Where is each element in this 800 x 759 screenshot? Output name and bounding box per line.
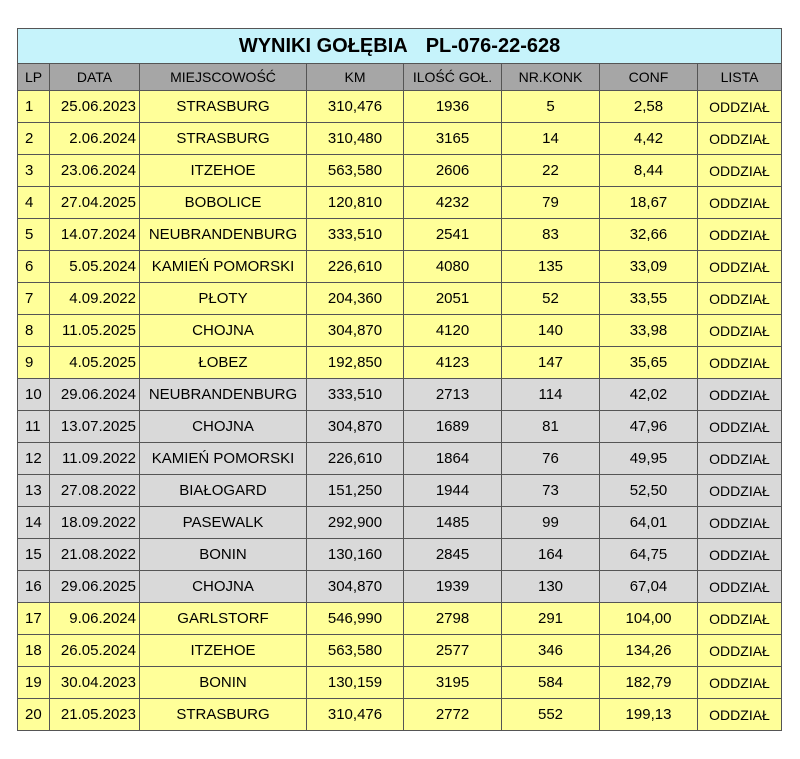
table-row	[18, 699, 782, 731]
table-row	[18, 411, 782, 443]
cell-km: 130,160	[307, 539, 404, 571]
table-row	[18, 347, 782, 379]
cell-pigeon-count: 3195	[404, 667, 502, 699]
cell-km: 120,810	[307, 187, 404, 219]
cell-location: BONIN	[140, 667, 307, 699]
cell-km: 304,870	[307, 315, 404, 347]
cell-list: ODDZIAŁ	[698, 155, 782, 187]
cell-km: 226,610	[307, 443, 404, 475]
cell-location: BONIN	[140, 539, 307, 571]
cell-pigeon-count: 1944	[404, 475, 502, 507]
cell-placement: 5	[502, 91, 600, 123]
cell-conf: 42,02	[600, 379, 698, 411]
cell-date: 29.06.2025	[50, 571, 140, 603]
cell-conf: 8,44	[600, 155, 698, 187]
cell-date: 30.04.2023	[50, 667, 140, 699]
cell-lp: 15	[18, 539, 50, 571]
cell-date: 27.04.2025	[50, 187, 140, 219]
cell-pigeon-count: 2713	[404, 379, 502, 411]
cell-placement: 14	[502, 123, 600, 155]
cell-list: ODDZIAŁ	[698, 699, 782, 731]
table-row	[18, 603, 782, 635]
cell-lp: 9	[18, 347, 50, 379]
cell-lp: 11	[18, 411, 50, 443]
cell-date: 29.06.2024	[50, 379, 140, 411]
cell-conf: 4,42	[600, 123, 698, 155]
column-header-lista: LISTA	[698, 64, 782, 91]
cell-conf: 33,98	[600, 315, 698, 347]
cell-lp: 6	[18, 251, 50, 283]
cell-km: 130,159	[307, 667, 404, 699]
cell-km: 310,476	[307, 699, 404, 731]
cell-conf: 32,66	[600, 219, 698, 251]
table-row	[18, 443, 782, 475]
table-row	[18, 187, 782, 219]
cell-pigeon-count: 1939	[404, 571, 502, 603]
cell-km: 226,610	[307, 251, 404, 283]
cell-lp: 8	[18, 315, 50, 347]
cell-date: 27.08.2022	[50, 475, 140, 507]
cell-list: ODDZIAŁ	[698, 251, 782, 283]
table-row	[18, 379, 782, 411]
cell-location: PŁOTY	[140, 283, 307, 315]
cell-list: ODDZIAŁ	[698, 283, 782, 315]
cell-location: BOBOLICE	[140, 187, 307, 219]
cell-km: 204,360	[307, 283, 404, 315]
cell-km: 563,580	[307, 155, 404, 187]
title-ring-number: PL-076-22-628	[425, 34, 561, 57]
cell-km: 292,900	[307, 507, 404, 539]
cell-list: ODDZIAŁ	[698, 411, 782, 443]
cell-pigeon-count: 4123	[404, 347, 502, 379]
cell-conf: 182,79	[600, 667, 698, 699]
cell-placement: 291	[502, 603, 600, 635]
cell-conf: 104,00	[600, 603, 698, 635]
cell-placement: 81	[502, 411, 600, 443]
cell-placement: 73	[502, 475, 600, 507]
cell-location: KAMIEŃ POMORSKI	[140, 251, 307, 283]
table-row	[18, 315, 782, 347]
cell-placement: 584	[502, 667, 600, 699]
cell-lp: 20	[18, 699, 50, 731]
cell-date: 9.06.2024	[50, 603, 140, 635]
cell-date: 18.09.2022	[50, 507, 140, 539]
cell-pigeon-count: 2845	[404, 539, 502, 571]
cell-km: 151,250	[307, 475, 404, 507]
cell-list: ODDZIAŁ	[698, 667, 782, 699]
cell-date: 2.06.2024	[50, 123, 140, 155]
cell-pigeon-count: 2772	[404, 699, 502, 731]
cell-list: ODDZIAŁ	[698, 571, 782, 603]
cell-pigeon-count: 2577	[404, 635, 502, 667]
cell-date: 5.05.2024	[50, 251, 140, 283]
cell-lp: 16	[18, 571, 50, 603]
cell-conf: 67,04	[600, 571, 698, 603]
cell-list: ODDZIAŁ	[698, 443, 782, 475]
cell-km: 546,990	[307, 603, 404, 635]
cell-date: 4.09.2022	[50, 283, 140, 315]
cell-km: 192,850	[307, 347, 404, 379]
cell-lp: 5	[18, 219, 50, 251]
table-row	[18, 635, 782, 667]
cell-list: ODDZIAŁ	[698, 507, 782, 539]
cell-placement: 83	[502, 219, 600, 251]
cell-location: STRASBURG	[140, 699, 307, 731]
cell-location: ITZEHOE	[140, 155, 307, 187]
cell-location: CHOJNA	[140, 571, 307, 603]
cell-list: ODDZIAŁ	[698, 315, 782, 347]
cell-date: 23.06.2024	[50, 155, 140, 187]
table-row	[18, 539, 782, 571]
cell-pigeon-count: 4232	[404, 187, 502, 219]
cell-pigeon-count: 3165	[404, 123, 502, 155]
cell-placement: 135	[502, 251, 600, 283]
cell-date: 26.05.2024	[50, 635, 140, 667]
cell-location: GARLSTORF	[140, 603, 307, 635]
cell-placement: 130	[502, 571, 600, 603]
cell-placement: 76	[502, 443, 600, 475]
cell-date: 25.06.2023	[50, 91, 140, 123]
cell-pigeon-count: 2541	[404, 219, 502, 251]
cell-km: 333,510	[307, 219, 404, 251]
cell-lp: 19	[18, 667, 50, 699]
cell-date: 21.08.2022	[50, 539, 140, 571]
column-header-data: DATA	[50, 64, 140, 91]
cell-km: 563,580	[307, 635, 404, 667]
table-row	[18, 667, 782, 699]
table-row	[18, 251, 782, 283]
column-header-row	[18, 64, 782, 91]
cell-lp: 12	[18, 443, 50, 475]
cell-location: NEUBRANDENBURG	[140, 379, 307, 411]
cell-lp: 17	[18, 603, 50, 635]
cell-date: 11.05.2025	[50, 315, 140, 347]
cell-placement: 346	[502, 635, 600, 667]
cell-date: 21.05.2023	[50, 699, 140, 731]
cell-km: 310,476	[307, 91, 404, 123]
cell-placement: 147	[502, 347, 600, 379]
table-row	[18, 155, 782, 187]
cell-placement: 99	[502, 507, 600, 539]
cell-pigeon-count: 1689	[404, 411, 502, 443]
cell-list: ODDZIAŁ	[698, 187, 782, 219]
table-row	[18, 571, 782, 603]
cell-location: STRASBURG	[140, 123, 307, 155]
cell-lp: 2	[18, 123, 50, 155]
cell-conf: 52,50	[600, 475, 698, 507]
cell-placement: 79	[502, 187, 600, 219]
cell-location: NEUBRANDENBURG	[140, 219, 307, 251]
cell-date: 13.07.2025	[50, 411, 140, 443]
table-row	[18, 475, 782, 507]
table-row	[18, 283, 782, 315]
cell-pigeon-count: 4120	[404, 315, 502, 347]
cell-list: ODDZIAŁ	[698, 91, 782, 123]
column-header-miejscowosc: MIEJSCOWOŚĆ	[140, 64, 307, 91]
title-label: WYNIKI GOŁĘBIA	[238, 34, 408, 57]
cell-list: ODDZIAŁ	[698, 219, 782, 251]
cell-pigeon-count: 2051	[404, 283, 502, 315]
column-header-nr-konk: NR.KONK	[502, 64, 600, 91]
cell-list: ODDZIAŁ	[698, 379, 782, 411]
cell-conf: 49,95	[600, 443, 698, 475]
column-header-ilosc: ILOŚĆ GOŁ.	[404, 64, 502, 91]
cell-conf: 64,01	[600, 507, 698, 539]
cell-location: CHOJNA	[140, 315, 307, 347]
cell-placement: 114	[502, 379, 600, 411]
cell-conf: 35,65	[600, 347, 698, 379]
cell-pigeon-count: 1936	[404, 91, 502, 123]
cell-conf: 47,96	[600, 411, 698, 443]
cell-location: ŁOBEZ	[140, 347, 307, 379]
cell-pigeon-count: 2606	[404, 155, 502, 187]
cell-location: BIAŁOGARD	[140, 475, 307, 507]
cell-list: ODDZIAŁ	[698, 123, 782, 155]
cell-placement: 52	[502, 283, 600, 315]
cell-pigeon-count: 1864	[404, 443, 502, 475]
cell-lp: 13	[18, 475, 50, 507]
column-header-lp: LP	[18, 64, 50, 91]
cell-placement: 164	[502, 539, 600, 571]
cell-lp: 18	[18, 635, 50, 667]
column-header-conf: CONF	[600, 64, 698, 91]
cell-km: 310,480	[307, 123, 404, 155]
cell-location: CHOJNA	[140, 411, 307, 443]
cell-location: KAMIEŃ POMORSKI	[140, 443, 307, 475]
cell-date: 14.07.2024	[50, 219, 140, 251]
cell-lp: 4	[18, 187, 50, 219]
cell-location: ITZEHOE	[140, 635, 307, 667]
cell-conf: 18,67	[600, 187, 698, 219]
cell-km: 304,870	[307, 571, 404, 603]
cell-lp: 7	[18, 283, 50, 315]
cell-conf: 33,55	[600, 283, 698, 315]
results-table	[17, 28, 782, 731]
cell-placement: 140	[502, 315, 600, 347]
column-header-km: KM	[307, 64, 404, 91]
cell-pigeon-count: 1485	[404, 507, 502, 539]
cell-location: PASEWALK	[140, 507, 307, 539]
table-row	[18, 507, 782, 539]
cell-conf: 199,13	[600, 699, 698, 731]
cell-list: ODDZIAŁ	[698, 475, 782, 507]
cell-conf: 134,26	[600, 635, 698, 667]
cell-placement: 22	[502, 155, 600, 187]
cell-km: 333,510	[307, 379, 404, 411]
cell-lp: 1	[18, 91, 50, 123]
table-body	[18, 91, 782, 731]
table-row	[18, 91, 782, 123]
cell-conf: 2,58	[600, 91, 698, 123]
cell-lp: 3	[18, 155, 50, 187]
table-title	[18, 29, 782, 64]
table-row	[18, 219, 782, 251]
cell-list: ODDZIAŁ	[698, 603, 782, 635]
cell-pigeon-count: 4080	[404, 251, 502, 283]
table-row	[18, 123, 782, 155]
cell-location: STRASBURG	[140, 91, 307, 123]
cell-placement: 552	[502, 699, 600, 731]
cell-conf: 33,09	[600, 251, 698, 283]
cell-pigeon-count: 2798	[404, 603, 502, 635]
cell-conf: 64,75	[600, 539, 698, 571]
cell-lp: 10	[18, 379, 50, 411]
cell-list: ODDZIAŁ	[698, 635, 782, 667]
cell-km: 304,870	[307, 411, 404, 443]
cell-lp: 14	[18, 507, 50, 539]
cell-list: ODDZIAŁ	[698, 539, 782, 571]
cell-date: 11.09.2022	[50, 443, 140, 475]
cell-date: 4.05.2025	[50, 347, 140, 379]
cell-list: ODDZIAŁ	[698, 347, 782, 379]
